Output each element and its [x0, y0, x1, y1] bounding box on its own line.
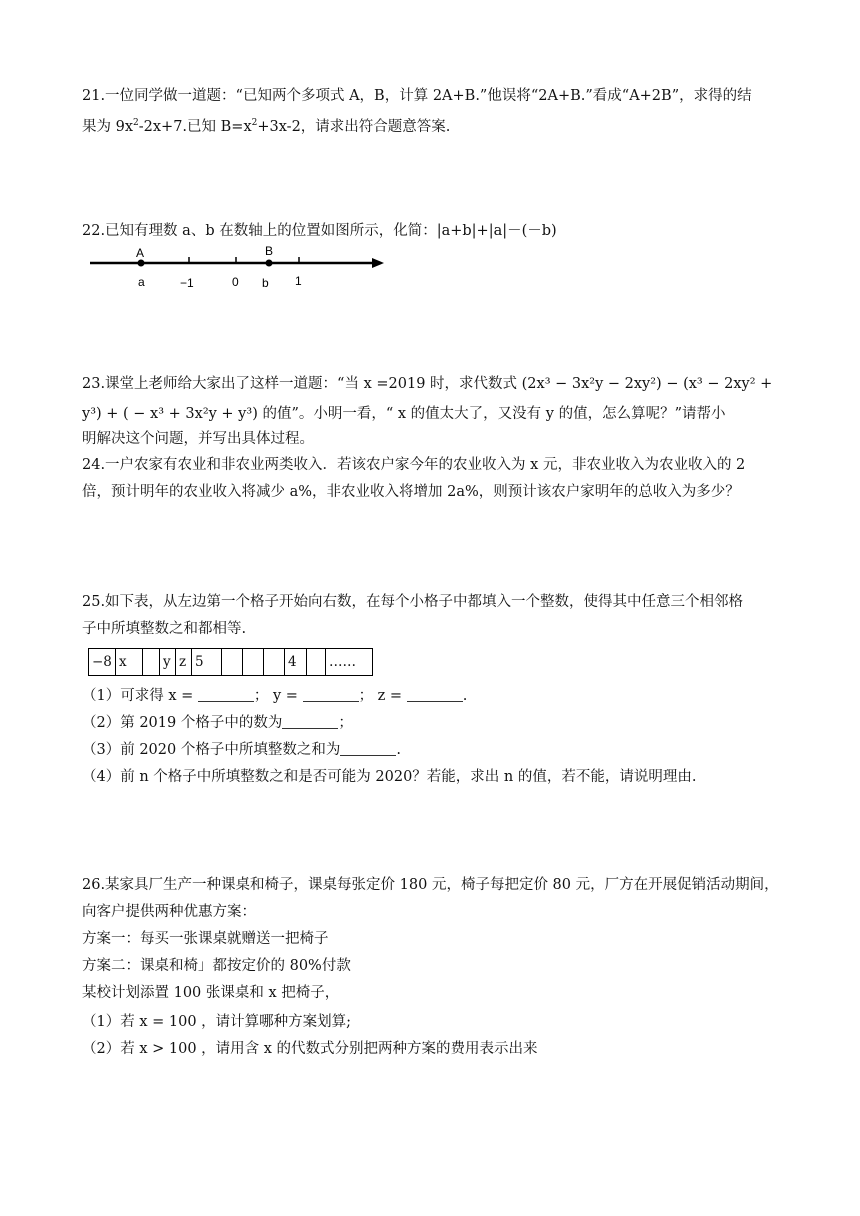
answer-blank-2019	[282, 714, 338, 729]
q25-part3-end: .	[396, 742, 401, 758]
answer-blank-z	[407, 687, 463, 702]
grid-cell: −8	[89, 649, 116, 676]
number-line-figure	[86, 244, 396, 294]
q21-line2-mid: -2x+7.已知 B=x	[138, 119, 252, 135]
q24-line2: 倍，预计明年的农业收入将减少 a%，非农业收入将增加 2a%，则预计该农户家明年的总收入为多少？	[82, 484, 740, 500]
q26-line7: （2）若 x > 100 ，请用含 x 的代数式分别把两种方案的费用表示出来	[82, 1041, 538, 1057]
label-zero: 0	[232, 275, 239, 289]
q25-line1: 25.如下表，从左边第一个格子开始向右数，在每个小格子中都填入一个整数，使得其中任意三个相邻格	[82, 594, 744, 610]
q25-part3	[82, 740, 401, 760]
q23-line2: y³) + ( − x³ + 3x²y + y³) 的值”。小明一看，“ x 的值太大了，又没有 y 的值，怎么算呢？”请帮小	[82, 406, 726, 422]
q26-line5: 某校计划添置 100 张课桌和 x 把椅子，	[82, 985, 340, 1001]
q26-line4: 方案二：课桌和椅」都按定价的 80%付款	[82, 958, 351, 974]
q21-line2-pre: 果为 9x	[82, 119, 134, 135]
q25-part3-text: （3）前 2020 个格子中所填整数之和为	[82, 742, 341, 758]
label-A: A	[136, 246, 145, 260]
q26-line2: 向客户提供两种优惠方案：	[82, 904, 256, 920]
q25-part1-end: .	[462, 688, 468, 704]
answer-blank-x	[198, 687, 254, 702]
q25-part4: （4）前 n 个格子中所填整数之和是否可能为 2020？若能，求出 n 的值，若不能，请说明理由.	[82, 769, 697, 785]
number-line-arrow	[372, 258, 384, 268]
q21-line2-post: +3x-2，请求出符合题意答案.	[257, 119, 451, 135]
q22-text: 22.已知有理数 a、b 在数轴上的位置如图所示，化简：|a+b|+|a|－(－b)	[82, 223, 557, 239]
q25-part2-end: ；	[338, 715, 353, 731]
q25-part1-z: ； z =	[358, 688, 403, 704]
q25-part1-x: （1）可求得 x =	[82, 688, 194, 704]
answer-blank-y	[303, 687, 359, 702]
q23-line3: 明解决这个问题，并写出具体过程。	[82, 431, 314, 447]
label-one: 1	[295, 274, 302, 288]
label-a: a	[138, 275, 145, 289]
q25-line2: 子中所填整数之和都相等.	[82, 621, 247, 637]
grid-cell	[243, 649, 264, 676]
number-grid-table	[88, 648, 373, 676]
q21-line1: 21.一位同学做一道题：“已知两个多项式 A，B，计算 2A+B.”他误将“2A+B.”看成“A+2B”，求得的结	[82, 88, 752, 104]
grid-cell: ……	[326, 649, 373, 676]
q25-part1	[82, 686, 467, 706]
point-a	[138, 260, 145, 267]
q26-line6: （1）若 x = 100 ，请计算哪种方案划算;	[82, 1014, 352, 1030]
label-minus-one: −1	[180, 276, 194, 290]
grid-cell	[222, 649, 243, 676]
label-B: B	[265, 244, 274, 258]
q26-line1: 26.某家具厂生产一种课桌和椅子，课桌每张定价 180 元，椅子每把定价 80 元，厂方在开展促销活动期间，	[82, 877, 779, 893]
q23-line1: 23.课堂上老师给大家出了这样一道题：“当 x =2019 时，求代数式 (2x³ − 3x²y − 2xy²) − (x³ − 2xy² +	[82, 376, 773, 392]
q26-line3: 方案一：每买一张课桌就赠送一把椅子	[82, 931, 329, 947]
grid-cell: y	[160, 649, 176, 676]
grid-cell: 5	[192, 649, 222, 676]
grid-cell	[143, 649, 160, 676]
grid-cell	[307, 649, 326, 676]
grid-cell: 4	[285, 649, 307, 676]
grid-cell: z	[176, 649, 192, 676]
q25-part1-y: ； y =	[253, 688, 298, 704]
q25-part2-text: （2）第 2019 个格子中的数为	[82, 715, 283, 731]
grid-row	[89, 649, 373, 676]
grid-cell: x	[116, 649, 143, 676]
q21-line2	[82, 113, 450, 137]
q21-exp1: 2	[133, 118, 139, 128]
grid-cell	[264, 649, 285, 676]
q24-line1: 24.一户农家有农业和非农业两类收入．若该农户家今年的农业收入为 x 元，非农业收入为农业收入的 2	[82, 457, 746, 473]
label-b: b	[262, 276, 269, 290]
q25-part2	[82, 713, 353, 733]
q21-exp2: 2	[251, 118, 258, 128]
point-b	[266, 260, 273, 267]
answer-blank-sum	[340, 741, 396, 756]
